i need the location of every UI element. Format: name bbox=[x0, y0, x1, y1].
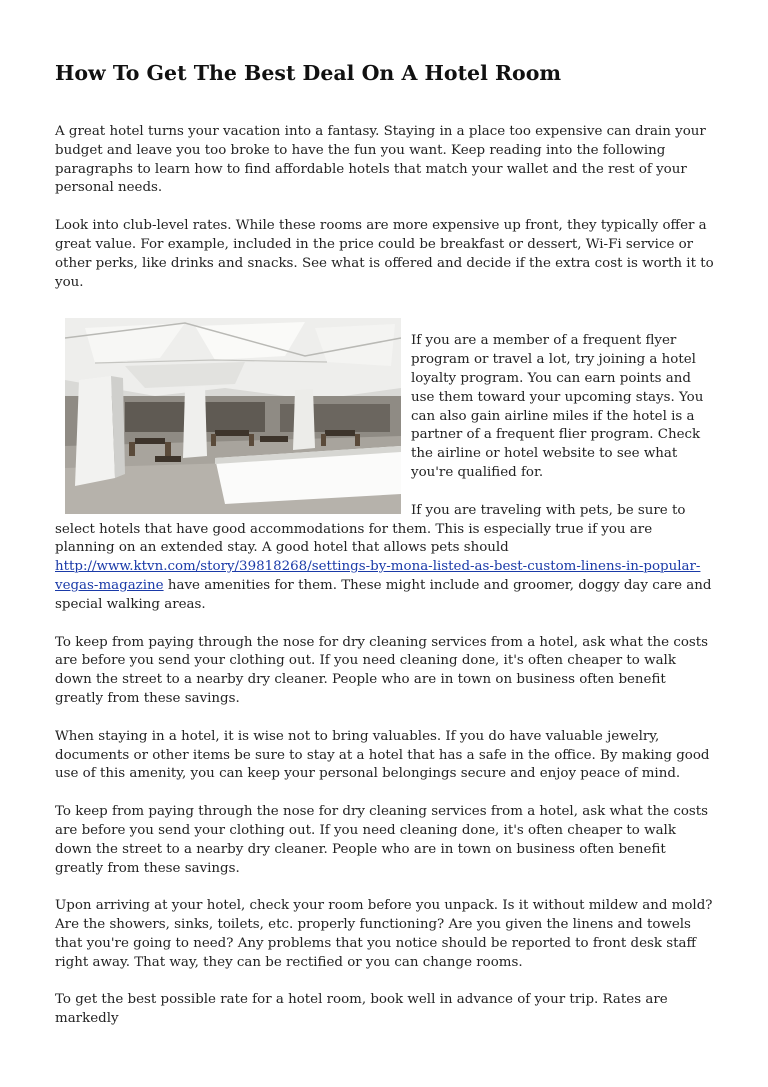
paragraph-valuables: When staying in a hotel, it is wise not to bring valuables. If you do have valuable jewelry, documents or other items be sure to stay at a hotel that has a safe in the office. By making good use of this amenity, you can keep your personal belongings secure and enjoy peace of mind. bbox=[55, 728, 710, 782]
paragraph-pets bbox=[55, 502, 715, 615]
paragraph-arrival-check: Upon arriving at your hotel, check your room before you unpack. Is it without mildew and mold? Are the showers, sinks, toilets, etc. properly functioning? Are you given the linens and towels that you're going to need? Any problems that you notice should be reported to front desk staff right away. That way, they can be rectified or you can change rooms. bbox=[55, 898, 713, 970]
ktvn-article-link[interactable]: http://www.ktvn.com/story/39818268/settings-by-mona-listed-as-best-custom-linens-in-popular-vegas-magazine bbox=[55, 559, 701, 593]
document-page bbox=[55, 58, 715, 1029]
paragraph-dry-cleaning-2: To keep from paying through the nose for dry cleaning services from a hotel, ask what the costs are before you send your clothing out. If you need cleaning done, it's often cheaper to walk down the street to a nearby dry cleaner. People who are in town on business often benefit greatly from these savings. bbox=[55, 804, 709, 876]
page-title: How To Get The Best Deal On A Hotel Room bbox=[55, 61, 562, 85]
paragraph-best-rate: To get the best possible rate for a hotel room, book well in advance of your trip. Rates are markedly bbox=[55, 992, 668, 1027]
paragraph-club-level: Look into club-level rates. While these rooms are more expensive up front, they typically offer a great value. For example, included in the price could be breakfast or dessert, Wi-Fi service or other perks, like drinks and snacks. See what is offered and decide if the extra cost is worth it to you. bbox=[55, 218, 714, 290]
paragraph-dry-cleaning-1: To keep from paying through the nose for dry cleaning services from a hotel, ask what the costs are before you send your clothing out. If you need cleaning done, it's often cheaper to walk down the street to a nearby dry cleaner. People who are in town on business often benefit greatly from these savings. bbox=[55, 634, 709, 706]
pets-text-after: have amenities for them. These might include and groomer, doggy day care and special walking areas. bbox=[55, 577, 712, 612]
pets-text-before: If you are traveling with pets, be sure to select hotels that have good accommodations for them. This is especially true if you are planning on an extended stay. A good hotel that allows pets should bbox=[55, 502, 686, 556]
paragraph-frequent-flyer: If you are a member of a frequent flyer program or travel a lot, try joining a hotel loyalty program. You can earn points and use them toward your upcoming stays. You can also gain airline miles if the hotel is a partner of a frequent flier program. Check the airline or hotel website to see what you're qualified for. bbox=[411, 333, 704, 480]
image-flow-block bbox=[55, 308, 715, 614]
paragraph-intro: A great hotel turns your vacation into a fantasy. Staying in a place too expensive can drain your budget and leave you too broke to have the fun you want. Keep reading into the following paragraphs to learn how to find affordable hotels that match your wallet and the rest of your personal needs. bbox=[55, 124, 706, 196]
hotel-lounge-photo bbox=[65, 318, 401, 514]
